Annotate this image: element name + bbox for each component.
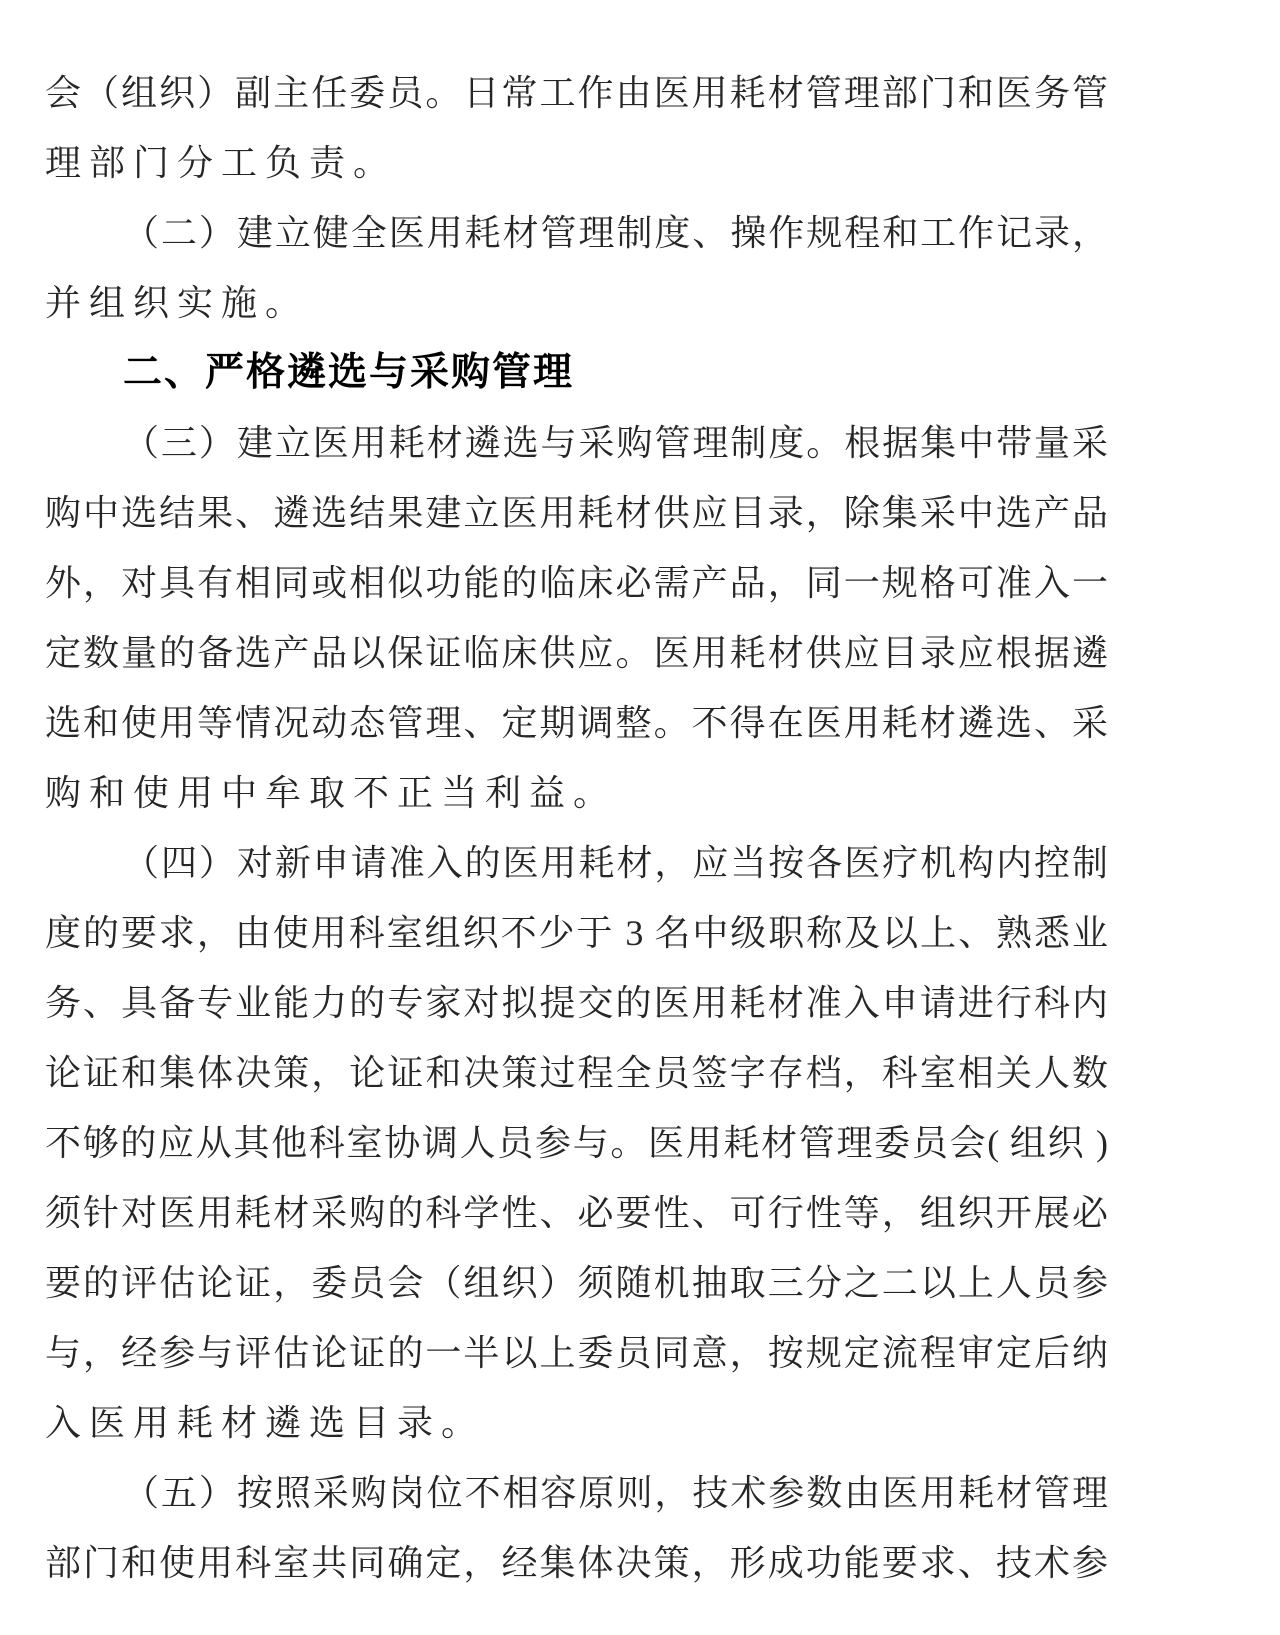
text-line: 并组织实施。 [45, 283, 310, 323]
text-line: 务、具备专业能力的专家对拟提交的医用耗材准入申请进行科内 [45, 983, 1108, 1023]
text-line: 不够的应从其他科室协调人员参与。医用耗材管理委员会( 组织 ) [45, 1123, 1108, 1163]
text-line: 选和使用等情况动态管理、定期调整。不得在医用耗材遴选、采 [45, 703, 1108, 743]
text-line: 定数量的备选产品以保证临床供应。医用耗材供应目录应根据遴 [45, 633, 1108, 673]
text-line: 与，经参与评估论证的一半以上委员同意，按规定流程审定后纳 [45, 1333, 1108, 1373]
text-line: 理部门分工负责。 [45, 143, 398, 183]
text-line: 购和使用中牟取不正当利益。 [45, 773, 618, 813]
text-line: 须针对医用耗材采购的科学性、必要性、可行性等，组织开展必 [45, 1193, 1108, 1233]
text-line: 入医用耗材遴选目录。 [45, 1403, 486, 1443]
text-line: 外，对具有相同或相似功能的临床必需产品，同一规格可准入一 [45, 563, 1108, 603]
text-line: 部门和使用科室共同确定，经集体决策，形成功能要求、技术参 [45, 1543, 1108, 1583]
text-line: （五）按照采购岗位不相容原则，技术参数由医用耗材管理 [123, 1473, 1108, 1513]
text-line: 论证和集体决策，论证和决策过程全员签字存档，科室相关人数 [45, 1053, 1108, 1093]
text-line: 要的评估论证，委员会（组织）须随机抽取三分之二以上人员参 [45, 1263, 1108, 1303]
text-line: （二）建立健全医用耗材管理制度、操作规程和工作记录， [123, 213, 1108, 253]
text-line: 购中选结果、遴选结果建立医用耗材供应目录，除集采中选产品 [45, 493, 1108, 533]
text-line: （三）建立医用耗材遴选与采购管理制度。根据集中带量采 [123, 423, 1108, 463]
text-line: 会（组织）副主任委员。日常工作由医用耗材管理部门和医务管 [45, 73, 1108, 113]
text-line: 度的要求，由使用科室组织不少于 3 名中级职称及以上、熟悉业 [45, 913, 1108, 953]
section-heading: 二、严格遴选与采购管理 [123, 351, 575, 394]
text-line: （四）对新申请准入的医用耗材，应当按各医疗机构内控制 [123, 843, 1108, 883]
